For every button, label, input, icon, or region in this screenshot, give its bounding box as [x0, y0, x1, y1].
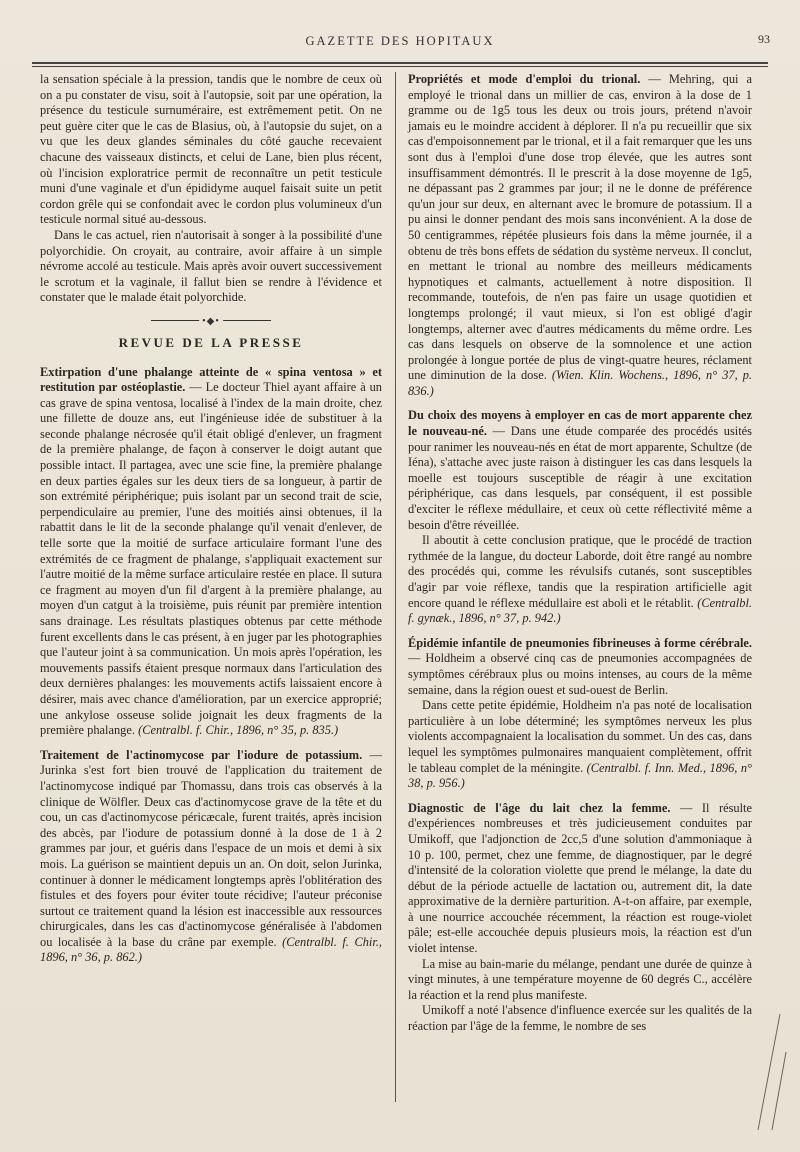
article [40, 365, 382, 739]
article-title: Épidémie infantile de pneumonies fibrineuses à forme cérébrale. [408, 635, 752, 650]
article-citation: (Centralbl. f. Chir., 1896, n° 36, p. 862.) [40, 934, 382, 965]
article-title: Du choix des moyens à employer en cas de mort apparente chez le nouveau-né. [408, 408, 752, 439]
page-header [30, 30, 770, 52]
article-body: Dans cette petite épidémie, Holdheim n'a pas noté de localisation particulière à un lobe déterminé; les symptômes nerveux les plus violents accompagnaient la localisation du sommet. Un des cas, dans lequel les symptômes pulmonaires manquaient complètement, offrit le tableau complet de la méningite. [408, 698, 752, 775]
intro-paragraph: Dans le cas actuel, rien n'autorisait à songer à la possibilité d'une polyorchidie. On croyait, au contraire, avoir affaire à un simple névrome accolé au testicule. Mais après avoir ouvert successivement le scrotum et la vaginale, il fallut bien se rendre à l'évidence et constater que le malade était polyorchide. [40, 227, 382, 305]
header-rule-thick [32, 62, 768, 64]
article-title: Extirpation d'une phalange atteinte de « spina ventosa » et restitution par ostéoplastie. [40, 364, 382, 395]
article-paragraph: La mise au bain-marie du mélange, pendant une durée de quinze à vingt minutes, à une température moyenne de 60 degrés C., accélère la réaction et la rend plus manifeste. [408, 956, 752, 1002]
header-rule-thin [32, 66, 768, 67]
article-body: — Jurinka s'est fort bien trouvé de l'application du traitement de l'actinomycose indiqué par Thomassu, dans trois cas observés à la clinique de Wölfler. Deux cas d'actinomycose grave de la tête et du cou, un cas d'actinomycose péricæcale, furent traités, après incision des abcès, par l'iodure de potassium donné à la dose de 1 à 2 grammes par jour, et guéris dans l'espace de un mois et demi à six mois. La guérison se maintient depuis un an. On doit, selon Jurinka, continuer à donner le médicament longtemps après l'oblitération des fistules et des foyers pour éviter toute récidive; l'auteur préconise surtout ce traitement quand la lésion est inaccessible aux ressources chirurgicales, dans les cas d'actinomycose généralisée à l'abdomen ou localisée à la base du crâne par exemple. [40, 747, 383, 949]
article [408, 801, 752, 957]
right-column [408, 72, 752, 1035]
article-body: Il aboutit à cette conclusion pratique, que le procédé de traction rythmée de la langue, du docteur Laborde, doit être rangé au nombre des procédés qui, comme les révulsifs cutanés, sont susceptibles d'agir par voie réflexe, tandis que la respiration artificielle agit encore quand le réflexe médullaire est aboli et le rétablit. [408, 533, 752, 610]
article [408, 408, 752, 533]
article-citation: (Centralbl. f. gynæk., 1896, n° 37, p. 942.) [408, 595, 752, 626]
article-body: — Le docteur Thiel ayant affaire à un cas grave de spina ventosa, localisé à l'index de la main droite, chez une fillette de douze ans, eut l'ingénieuse idée de substituer à la seconde phalange nécrosée qu'il était obligé d'enlever, un fragment de la première phalange, de façon à conserver le doigt autant que possible intact. Il partagea, avec une scie fine, la première phalange en deux parties égales sur les deux tiers de sa longueur, à partir de son extrémité périphérique; puis isolant par un second trait de scie, perpendiculaire au premier, l'une des moitiés ainsi obtenues, il la rabattit dans le lit de la seconde phalange qu'il venait d'enlever, de telle sorte que la moitié de surface articulaire formant l'une des extrémités de ce fragment de phalange, s'appliquait exactement sur l'autre moitié de la même surface articulaire restée en place. Il sutura ce fragment au moyen d'un fil d'argent à la première phalange, au moyen d'un catgut à la troisième, puis réunit par première intention sans drainage. Les résultats plastiques obtenus par cette méthode furent excellents dans le cas présent, à en juger par les photographies que l'auteur joint à sa communication. Un mois après l'opération, les mouvements passifs étaient presque normaux dans l'articulation des deux dernières phalanges: les mouvements actifs laissaient encore à désirer, mais avec chance d'amélioration, par un exercice approprié; une ankylose osseuse solide joignait les deux fragments de la première phalange. [40, 380, 382, 738]
article [40, 748, 382, 966]
article-title: Diagnostic de l'âge du lait chez la femme. [408, 800, 671, 815]
article [408, 636, 752, 698]
article-paragraph [408, 698, 752, 792]
section-heading: REVUE DE LA PRESSE [118, 334, 304, 350]
article-paragraph: Umikoff a noté l'absence d'influence exercée sur les qualités de la réaction par l'âge de la femme, le nombre de ses [408, 1003, 752, 1034]
left-column [40, 72, 382, 966]
pencil-mark-icon [728, 1012, 788, 1132]
article-citation: (Centralbl. f. Chir., 1896, n° 35, p. 835.) [138, 723, 339, 738]
section-ornament: •◆• [151, 315, 271, 325]
intro-paragraph: la sensation spéciale à la pression, tandis que le nombre de ceux où on a pu constater de visu, soit à l'autopsie, soit par une opération, la présence du testicule surnuméraire, est extrêmement petit. On ne peut guère citer que le cas de Blasius, où, à l'autopsie du sujet, on a vu que les deux glandes séminales du côté gauche recevaient chacune des vaisseaux distincts, et celui de Lane, bien plus récent, où l'incision exploratrice permit de reconnaître un petit testicule muni d'une vaginale et d'un épididyme auquel faisait suite un petit cordon grêle qui se confondait avec le cordon plus volumineux d'un testicule normal situé au-dessous. [40, 72, 382, 227]
article-body: — Mehring, qui a employé le trional dans un millier de cas, environ à la dose de 1 gramme ou de 1g5 tous les deux ou trois jours, prétend n'avoir jamais eu le moindre accident à déplorer. Il n'a pu recueillir que six cas d'empoisonnement par le trional, et il a fait remarquer que les uns sont dus à l'emploi d'une dose trop élevée, que les autres sont insuffisamment démontrés. Il le prescrit à la dose moyenne de 1g5, ne dépassant pas 2 grammes par jour; il ne le donne de préférence qu'un jour sur deux, en alternant avec le bromure de potassium. Il a pu ainsi le donner pendant des mois sans inconvénient. A la dose de 50 centigrammes, répétée plusieurs fois dans la même journée, il a obtenu de très bons effets de sédation du système nerveux. Il conclut, en mettant le trional au nombre des meilleurs médicaments hypnotiques et calmants, actuellement à notre disposition. Il recommande, toutefois, de n'en pas faire un usage quotidien et longtemps prolongé; il vaut mieux, si l'on est obligé d'agir longtemps, alterner avec d'autres médicaments du même ordre. Les cas dans lesquels on observe de la somnolence et une action prolongée à longue portée de plus de vingt-quatre heures, réclament une diminution de la dose. [408, 72, 753, 383]
article-body: — Dans une étude comparée des procédés usités pour ranimer les nouveau-nés en état de mort apparente, Schultze (de Iéna), s'attache avec juste raison à distinguer les cas dans lesquels la moelle est toujours susceptible de réagir à une excitation périphérique, cas dans lesquels, par conséquent, il est possible d'exciter le réflexe médullaire, et ceux où cette réflectivité même a besoin d'être réveillée. [408, 424, 752, 532]
article-citation: (Centralbl. f. Inn. Med., 1896, n° 38, p. 956.) [408, 760, 752, 791]
article-body: — Holdheim a observé cinq cas de pneumonies accompagnées de symptômes cérébraux plus ou moins intenses, au cours de la même semaine, dans la région ouest et sud-ouest de Berlin. [408, 651, 752, 697]
article-title: Propriétés et mode d'emploi du trional. [408, 72, 641, 86]
article [408, 72, 752, 399]
article-title: Traitement de l'actinomycose par l'iodure de potassium. [40, 747, 363, 762]
page-number: 93 [758, 32, 770, 46]
article-body: — Il résulte d'expériences nombreuses et très judicieusement conduites par Umikoff, que l'adjonction de 2cc,5 d'une solution d'ammoniaque à 10 p. 100, permet, chez une femme, de diagnostiquer, par le degré d'intensité de la coloration violette que prend le mélange, la date du début de la période actuelle de lactation ou, autrement dit, la date approximative de la dernière parturition. A-t-on affaire, par exemple, à une nourrice accouchée récemment, la réaction est rouge-violet pâle; est-elle accouchée depuis plusieurs mois, la réaction est d'un violet intense. [408, 800, 752, 956]
article-citation: (Wien. Klin. Wochens., 1896, n° 37, p. 836.) [408, 368, 752, 398]
article-paragraph [408, 533, 752, 627]
column-divider [395, 72, 396, 1102]
publication-title: GAZETTE DES HOPITAUX [305, 34, 495, 48]
